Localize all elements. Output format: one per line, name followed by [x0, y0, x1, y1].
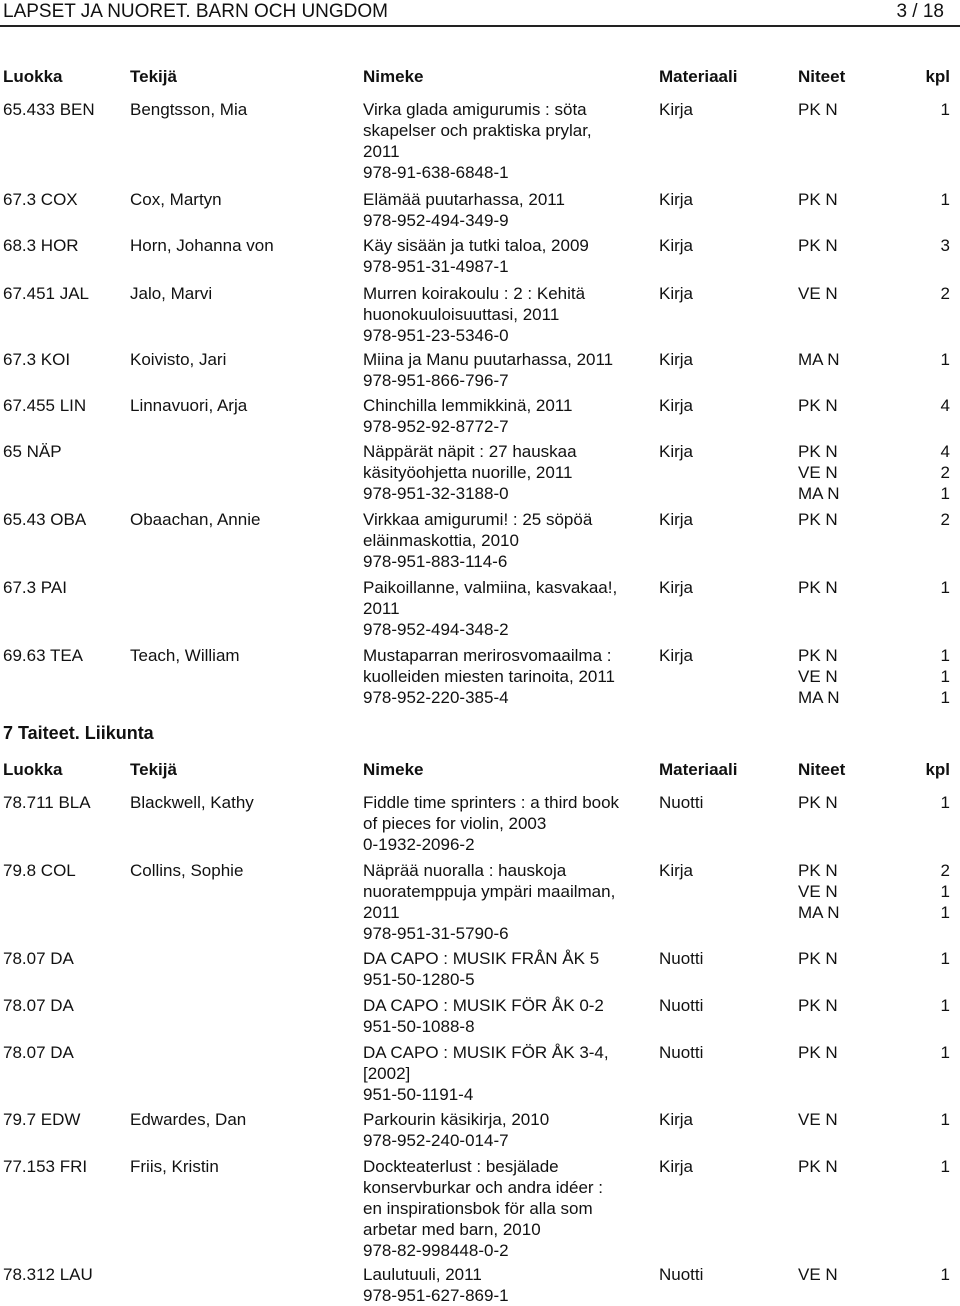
holding-location: PK N: [798, 578, 838, 597]
holding-location: VE N: [798, 284, 838, 303]
holdings-counts: [941, 995, 950, 1016]
holding-count: 1: [940, 1157, 950, 1176]
class-code: 67.451 JAL: [3, 284, 90, 303]
holding-location: MA N: [798, 350, 840, 369]
holding-location: PK N: [798, 861, 838, 880]
column-header-nimeke: Nimeke: [363, 760, 424, 779]
title-line: Fiddle time sprinters : a third book: [363, 793, 620, 812]
holdings-counts: [941, 948, 950, 969]
holding-count: 1: [940, 903, 950, 922]
title-line: nuoratemppuja ympäri maailman,: [363, 882, 616, 901]
holdings-counts: [941, 235, 950, 256]
class-code: 79.7 EDW: [3, 1110, 81, 1129]
author: Teach, William: [130, 646, 240, 665]
holding-count: 1: [940, 350, 950, 369]
holding-count: 1: [940, 688, 950, 707]
holding-location: PK N: [798, 100, 838, 119]
holding-count: 1: [940, 882, 950, 901]
title-line: Mustaparran merirosvomaailma :: [363, 646, 612, 665]
holdings-counts: [941, 1042, 950, 1063]
holding-location: VE N: [798, 882, 838, 901]
isbn: 951-50-1088-8: [363, 1017, 475, 1036]
column-header-tekija: Tekijä: [130, 760, 177, 779]
holding-count: 2: [940, 284, 950, 303]
title-line: Virka glada amigurumis : söta: [363, 100, 587, 119]
holdings-counts: [941, 577, 950, 598]
holdings-locations: [798, 189, 838, 210]
material-type: Kirja: [659, 190, 694, 209]
title-line: [2002]: [363, 1064, 411, 1083]
title-cell: [363, 948, 643, 990]
author: Collins, Sophie: [130, 861, 244, 880]
column-header-kpl: kpl: [925, 760, 950, 779]
class-code: 65.43 OBA: [3, 510, 87, 529]
column-header-kpl: kpl: [925, 67, 950, 86]
title-line: Laulutuuli, 2011: [363, 1265, 482, 1284]
column-header-nimeke: Nimeke: [363, 67, 424, 86]
holding-location: PK N: [798, 236, 838, 255]
title-cell: [363, 1042, 643, 1105]
class-code: 65 NÄP: [3, 442, 62, 461]
title-line: Paikoillanne, valmiina, kasvakaa!,: [363, 578, 618, 597]
holding-count: 1: [940, 1265, 950, 1284]
holdings-locations: [798, 1264, 838, 1285]
title-line: käsityöohjetta nuorille, 2011: [363, 463, 573, 482]
holdings-locations: [798, 235, 838, 256]
holding-location: VE N: [798, 1110, 838, 1129]
title-line: DA CAPO : MUSIK FÖR ÅK 3-4,: [363, 1043, 609, 1062]
class-code: 78.07 DA: [3, 1043, 74, 1062]
author: Blackwell, Kathy: [130, 793, 254, 812]
holding-count: 1: [940, 793, 950, 812]
holding-location: PK N: [798, 949, 838, 968]
holdings-locations: [798, 509, 838, 530]
title-line: Käy sisään ja tutki taloa, 2009: [363, 236, 589, 255]
holding-count: 4: [940, 442, 950, 461]
column-header-materiaali: Materiaali: [659, 67, 738, 86]
isbn: 978-951-627-869-1: [363, 1286, 509, 1305]
material-type: Kirja: [659, 1157, 694, 1176]
title-cell: [363, 1264, 643, 1306]
isbn: 978-91-638-6848-1: [363, 163, 509, 182]
section-heading: 7 Taiteet. Liikunta: [3, 723, 154, 743]
title-cell: [363, 1156, 643, 1261]
page-title: LAPSET JA NUORET. BARN OCH UNGDOM: [3, 1, 388, 22]
holding-location: VE N: [798, 1265, 838, 1284]
title-line: Miina ja Manu puutarhassa, 2011: [363, 350, 614, 369]
material-type: Kirja: [659, 100, 694, 119]
title-cell: [363, 441, 643, 504]
class-code: 69.63 TEA: [3, 646, 84, 665]
isbn: 978-951-32-3188-0: [363, 484, 509, 503]
author: Jalo, Marvi: [130, 284, 213, 303]
holding-location: PK N: [798, 996, 838, 1015]
title-line: Virkkaa amigurumi! : 25 söpöä: [363, 510, 593, 529]
material-type: Kirja: [659, 236, 694, 255]
title-line: konservburkar och andra idéer :: [363, 1178, 604, 1197]
header-divider: [0, 25, 960, 27]
isbn: 951-50-1191-4: [363, 1085, 474, 1104]
holdings-locations: [798, 792, 838, 813]
column-header-tekija: Tekijä: [130, 67, 177, 86]
title-line: Näprää nuoralla : hauskoja: [363, 861, 567, 880]
isbn: 951-50-1280-5: [363, 970, 475, 989]
material-type: Nuotti: [659, 793, 704, 812]
holding-location: MA N: [798, 688, 840, 707]
holdings-counts: [941, 792, 950, 813]
title-line: huonokuuloisuuttasi, 2011: [363, 305, 560, 324]
holding-location: PK N: [798, 646, 838, 665]
holding-count: 1: [940, 667, 950, 686]
holding-count: 1: [940, 1043, 950, 1062]
column-header-row: [0, 760, 960, 782]
author: Obaachan, Annie: [130, 510, 261, 529]
holdings-locations: [798, 1156, 838, 1177]
class-code: 78.711 BLA: [3, 793, 91, 812]
holding-location: PK N: [798, 1157, 838, 1176]
holding-count: 1: [940, 484, 950, 503]
holdings-locations: [798, 645, 840, 708]
holdings-counts: [941, 1156, 950, 1177]
isbn: 978-951-883-114-6: [363, 552, 508, 571]
isbn: 978-951-31-4987-1: [363, 257, 509, 276]
holdings-counts: [941, 441, 950, 504]
holding-count: 1: [940, 1110, 950, 1129]
holdings-locations: [798, 349, 840, 370]
material-type: Kirja: [659, 646, 694, 665]
holding-count: 1: [940, 949, 950, 968]
holding-location: PK N: [798, 793, 838, 812]
holding-location: VE N: [798, 463, 838, 482]
author: Friis, Kristin: [130, 1157, 219, 1176]
holding-location: PK N: [798, 442, 838, 461]
title-line: 2011: [363, 599, 400, 618]
isbn: 978-951-866-796-7: [363, 371, 509, 390]
title-cell: [363, 509, 643, 572]
class-code: 67.455 LIN: [3, 396, 87, 415]
holding-count: 1: [940, 996, 950, 1015]
author: Linnavuori, Arja: [130, 396, 248, 415]
column-header-luokka: Luokka: [3, 67, 63, 86]
material-type: Kirja: [659, 861, 694, 880]
holdings-locations: [798, 948, 838, 969]
material-type: Kirja: [659, 350, 694, 369]
class-code: 78.07 DA: [3, 949, 74, 968]
holding-location: PK N: [798, 190, 838, 209]
holdings-locations: [798, 577, 838, 598]
holdings-counts: [941, 1264, 950, 1285]
title-cell: [363, 860, 643, 944]
holdings-counts: [941, 1109, 950, 1130]
title-cell: [363, 577, 643, 640]
class-code: 78.312 LAU: [3, 1265, 93, 1284]
material-type: Kirja: [659, 510, 694, 529]
holding-count: 2: [940, 463, 950, 482]
title-cell: [363, 645, 643, 708]
title-cell: [363, 792, 643, 855]
isbn: 978-952-240-014-7: [363, 1131, 509, 1150]
holdings-counts: [941, 645, 950, 708]
holdings-locations: [798, 395, 838, 416]
title-line: Murren koirakoulu : 2 : Kehitä: [363, 284, 586, 303]
title-cell: [363, 99, 643, 183]
holdings-counts: [941, 99, 950, 120]
isbn: 978-952-92-8772-7: [363, 417, 509, 436]
class-code: 79.8 COL: [3, 861, 76, 880]
title-line: en inspirationsbok för alla som: [363, 1199, 593, 1218]
holding-count: 1: [940, 578, 950, 597]
title-cell: [363, 995, 643, 1037]
title-line: Elämää puutarhassa, 2011: [363, 190, 565, 209]
holdings-locations: [798, 99, 838, 120]
title-line: eläinmaskottia, 2010: [363, 531, 519, 550]
holdings-locations: [798, 995, 838, 1016]
title-line: 2011: [363, 142, 400, 161]
title-cell: [363, 349, 643, 391]
title-cell: [363, 235, 643, 277]
title-cell: [363, 189, 643, 231]
title-line: of pieces for violin, 2003: [363, 814, 547, 833]
holding-count: 2: [940, 861, 950, 880]
holding-count: 3: [940, 236, 950, 255]
holdings-locations: [798, 283, 838, 304]
holding-count: 1: [940, 646, 950, 665]
title-line: Dockteaterlust : besjälade: [363, 1157, 559, 1176]
holding-location: PK N: [798, 1043, 838, 1062]
material-type: Nuotti: [659, 1265, 704, 1284]
title-line: Näppärät näpit : 27 hauskaa: [363, 442, 577, 461]
holdings-locations: [798, 860, 840, 923]
class-code: 68.3 HOR: [3, 236, 79, 255]
class-code: 67.3 KOI: [3, 350, 71, 369]
isbn: 978-951-31-5790-6: [363, 924, 509, 943]
material-type: Kirja: [659, 1110, 694, 1129]
isbn: 0-1932-2096-2: [363, 835, 475, 854]
title-line: kuolleiden miesten tarinoita, 2011: [363, 667, 616, 686]
holdings-counts: [941, 509, 950, 530]
column-header-materiaali: Materiaali: [659, 760, 738, 779]
holdings-locations: [798, 441, 840, 504]
isbn: 978-951-23-5346-0: [363, 326, 509, 345]
title-line: DA CAPO : MUSIK FÖR ÅK 0-2: [363, 996, 604, 1015]
page-header: [0, 0, 960, 26]
holdings-counts: [941, 395, 950, 416]
column-header-row: [0, 67, 960, 89]
material-type: Nuotti: [659, 996, 704, 1015]
author: Cox, Martyn: [130, 190, 222, 209]
author: Horn, Johanna von: [130, 236, 274, 255]
title-cell: [363, 1109, 643, 1151]
page-number: 3 / 18: [896, 1, 944, 22]
title-line: Parkourin käsikirja, 2010: [363, 1110, 550, 1129]
material-type: Nuotti: [659, 949, 704, 968]
isbn: 978-952-494-349-9: [363, 211, 509, 230]
holding-location: VE N: [798, 667, 838, 686]
title-line: skapelser och praktiska prylar,: [363, 121, 592, 140]
isbn: 978-82-998448-0-2: [363, 1241, 509, 1260]
author: Edwardes, Dan: [130, 1110, 247, 1129]
holding-location: PK N: [798, 396, 838, 415]
holding-count: 1: [940, 190, 950, 209]
title-line: 2011: [363, 903, 400, 922]
material-type: Kirja: [659, 442, 694, 461]
holding-count: 2: [940, 510, 950, 529]
holding-location: MA N: [798, 484, 840, 503]
class-code: 77.153 FRI: [3, 1157, 88, 1176]
author: Koivisto, Jari: [130, 350, 227, 369]
column-header-niteet: Niteet: [798, 67, 846, 86]
holding-count: 1: [940, 100, 950, 119]
column-header-niteet: Niteet: [798, 760, 846, 779]
column-header-luokka: Luokka: [3, 760, 63, 779]
holdings-counts: [941, 349, 950, 370]
holding-count: 4: [940, 396, 950, 415]
class-code: 67.3 COX: [3, 190, 78, 209]
material-type: Nuotti: [659, 1043, 704, 1062]
material-type: Kirja: [659, 396, 694, 415]
isbn: 978-952-220-385-4: [363, 688, 509, 707]
title-line: Chinchilla lemmikkinä, 2011: [363, 396, 573, 415]
holdings-locations: [798, 1042, 838, 1063]
title-line: arbetar med barn, 2010: [363, 1220, 541, 1239]
class-code: 78.07 DA: [3, 996, 74, 1015]
holdings-counts: [941, 283, 950, 304]
author: Bengtsson, Mia: [130, 100, 248, 119]
class-code: 65.433 BEN: [3, 100, 95, 119]
title-cell: [363, 283, 643, 346]
material-type: Kirja: [659, 578, 694, 597]
holding-location: MA N: [798, 903, 840, 922]
holdings-counts: [941, 189, 950, 210]
title-line: DA CAPO : MUSIK FRÅN ÅK 5: [363, 949, 600, 968]
class-code: 67.3 PAI: [3, 578, 67, 597]
holdings-counts: [941, 860, 950, 923]
isbn: 978-952-494-348-2: [363, 620, 509, 639]
title-cell: [363, 395, 643, 437]
holdings-locations: [798, 1109, 838, 1130]
material-type: Kirja: [659, 284, 694, 303]
holding-location: PK N: [798, 510, 838, 529]
